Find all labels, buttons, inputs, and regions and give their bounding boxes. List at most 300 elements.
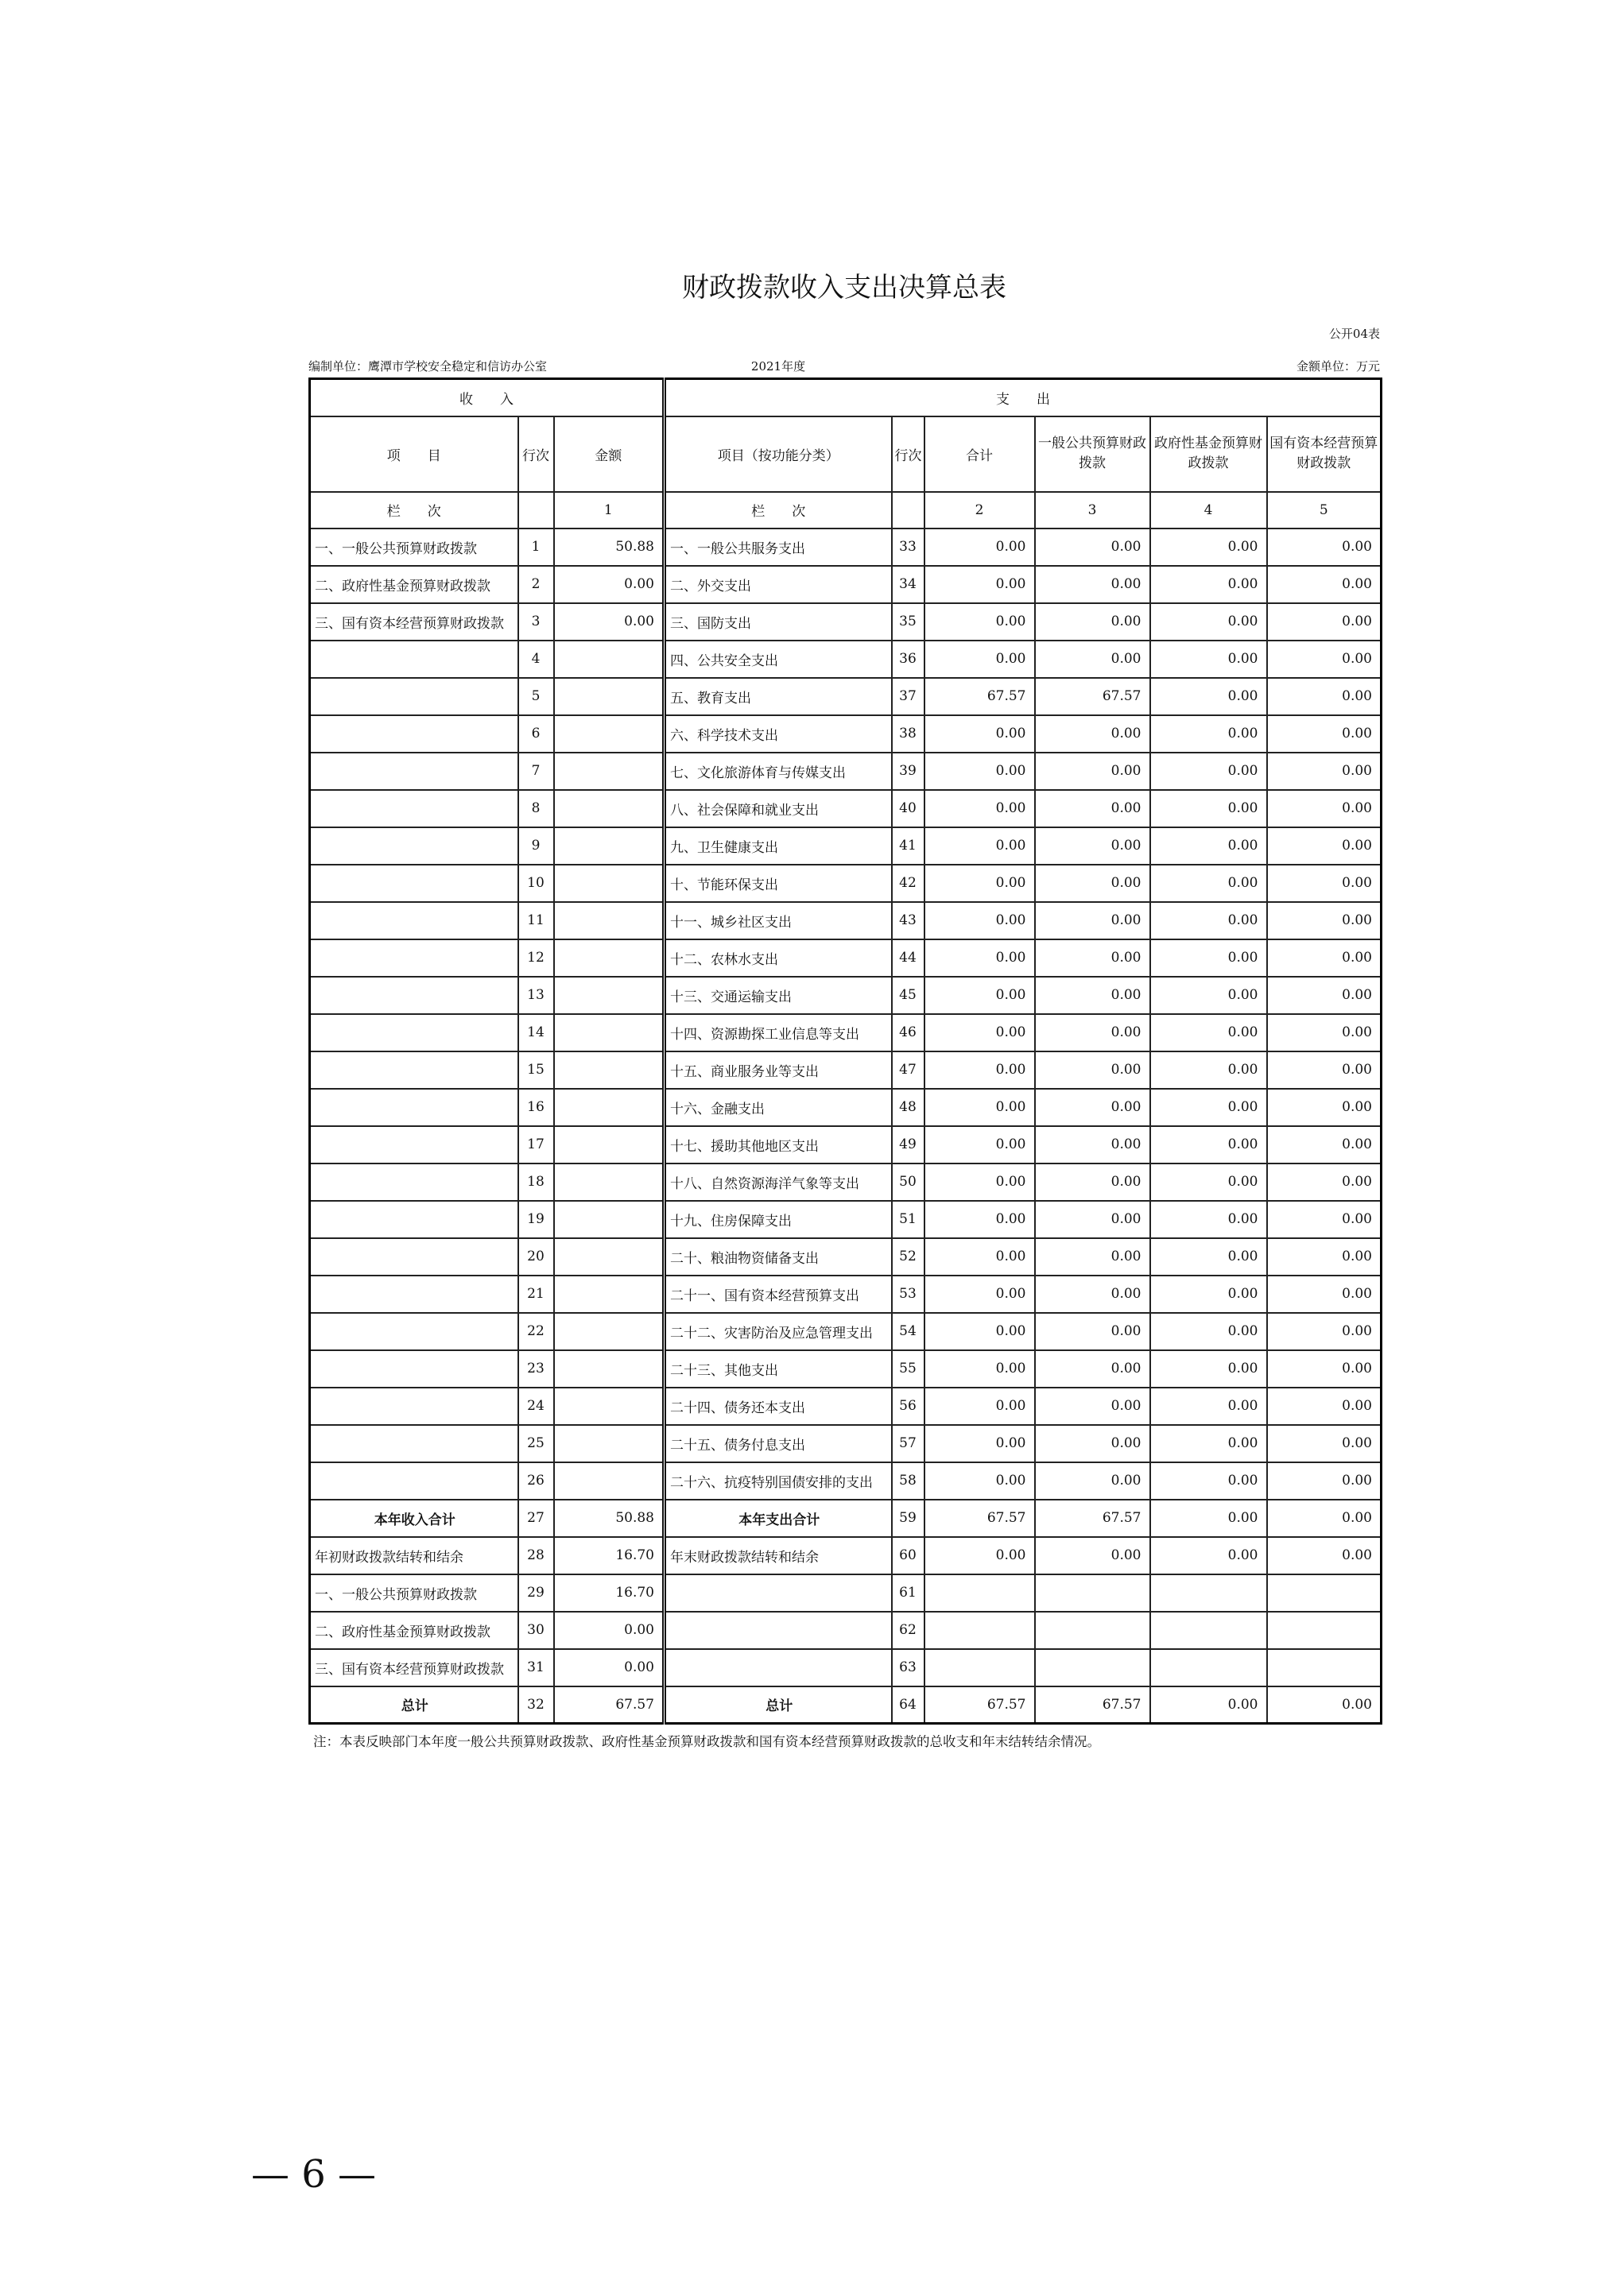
expense-item: 二十一、国有资本经营预算支出 [665, 1276, 892, 1313]
income-item: 二、政府性基金预算财政拨款 [310, 566, 518, 603]
table-row [310, 753, 1382, 790]
income-line-no: 7 [518, 753, 554, 790]
income-amount [554, 1014, 665, 1051]
expense-general-budget: 0.00 [1035, 790, 1150, 827]
table-row [310, 1201, 1382, 1238]
expense-item: 六、科学技术支出 [665, 715, 892, 753]
table-row [310, 939, 1382, 977]
income-item-header: 项 目 [310, 416, 518, 492]
expense-line-no: 42 [892, 865, 924, 902]
income-line-no: 30 [518, 1612, 554, 1649]
expense-general-budget: 0.00 [1035, 641, 1150, 678]
income-amount: 50.88 [554, 529, 665, 566]
expense-general-budget: 0.00 [1035, 1089, 1150, 1126]
expense-total: 0.00 [924, 1462, 1035, 1500]
expense-gov-fund: 0.00 [1150, 715, 1267, 753]
expense-line-no: 62 [892, 1612, 924, 1649]
expense-total: 0.00 [924, 1537, 1035, 1574]
expense-state-capital: 0.00 [1267, 1276, 1382, 1313]
expense-item: 年末财政拨款结转和结余 [665, 1537, 892, 1574]
expense-line-no: 56 [892, 1388, 924, 1425]
expense-item: 十一、城乡社区支出 [665, 902, 892, 939]
page-title: 财政拨款收入支出决算总表 [682, 272, 1006, 304]
income-item: 一、一般公共预算财政拨款 [310, 529, 518, 566]
expense-item: 十、节能环保支出 [665, 865, 892, 902]
column-index-cell [518, 492, 554, 529]
expense-item [665, 1649, 892, 1686]
income-item [310, 715, 518, 753]
expense-state-capital: 0.00 [1267, 1462, 1382, 1500]
expense-gov-fund: 0.00 [1150, 1014, 1267, 1051]
expense-state-capital: 0.00 [1267, 1238, 1382, 1276]
expense-total: 67.57 [924, 1500, 1035, 1537]
expense-gov-fund: 0.00 [1150, 865, 1267, 902]
expense-general-budget: 0.00 [1035, 603, 1150, 641]
expense-line-no: 63 [892, 1649, 924, 1686]
expense-state-capital [1267, 1574, 1382, 1612]
expense-total: 0.00 [924, 529, 1035, 566]
income-item [310, 753, 518, 790]
expense-item: 十三、交通运输支出 [665, 977, 892, 1014]
expense-item: 十七、援助其他地区支出 [665, 1126, 892, 1163]
expense-line-no: 35 [892, 603, 924, 641]
table-row [310, 1089, 1382, 1126]
income-item [310, 1425, 518, 1462]
expense-gov-fund: 0.00 [1150, 678, 1267, 715]
expense-gov-fund: 0.00 [1150, 1537, 1267, 1574]
column-index-cell: 1 [554, 492, 665, 529]
expense-section-header: 支 出 [665, 379, 1382, 416]
expense-total: 67.57 [924, 678, 1035, 715]
table-row [310, 1649, 1382, 1686]
expense-item: 九、卫生健康支出 [665, 827, 892, 865]
table-row [310, 1574, 1382, 1612]
income-line-no: 12 [518, 939, 554, 977]
expense-general-budget: 0.00 [1035, 1537, 1150, 1574]
expense-total: 0.00 [924, 753, 1035, 790]
income-item [310, 1201, 518, 1238]
expense-line-no: 38 [892, 715, 924, 753]
expense-state-capital: 0.00 [1267, 1350, 1382, 1388]
income-line-no: 24 [518, 1388, 554, 1425]
expense-total: 0.00 [924, 1313, 1035, 1350]
income-amount [554, 641, 665, 678]
income-line-no: 9 [518, 827, 554, 865]
table-row [310, 1500, 1382, 1537]
expense-state-capital: 0.00 [1267, 1089, 1382, 1126]
expense-gov-fund: 0.00 [1150, 566, 1267, 603]
fiscal-year: 2021年度 [750, 359, 806, 374]
expense-total [924, 1612, 1035, 1649]
income-line-no: 29 [518, 1574, 554, 1612]
expense-general-budget: 67.57 [1035, 1500, 1150, 1537]
income-amount [554, 753, 665, 790]
expense-general-budget: 0.00 [1035, 1126, 1150, 1163]
income-amount [554, 1425, 665, 1462]
expense-gov-fund: 0.00 [1150, 1350, 1267, 1388]
income-item [310, 1313, 518, 1350]
expense-state-capital: 0.00 [1267, 1537, 1382, 1574]
income-item: 一、一般公共预算财政拨款 [310, 1574, 518, 1612]
expense-state-capital: 0.00 [1267, 1686, 1382, 1724]
expense-gov-fund: 0.00 [1150, 1462, 1267, 1500]
income-amount [554, 790, 665, 827]
expense-general-budget: 67.57 [1035, 678, 1150, 715]
expense-item: 总计 [665, 1686, 892, 1724]
expense-state-capital: 0.00 [1267, 753, 1382, 790]
expense-total: 0.00 [924, 641, 1035, 678]
expense-line-no: 54 [892, 1313, 924, 1350]
expense-item: 二十四、债务还本支出 [665, 1388, 892, 1425]
expense-general-budget: 0.00 [1035, 1350, 1150, 1388]
income-amount: 50.88 [554, 1500, 665, 1537]
income-item [310, 1388, 518, 1425]
income-amount: 16.70 [554, 1574, 665, 1612]
expense-total [924, 1574, 1035, 1612]
expense-state-capital: 0.00 [1267, 865, 1382, 902]
expense-gov-fund: 0.00 [1150, 827, 1267, 865]
expense-general-budget [1035, 1612, 1150, 1649]
income-item [310, 678, 518, 715]
expense-line-no: 64 [892, 1686, 924, 1724]
gov-fund-header: 政府性基金预算财政拨款 [1150, 416, 1267, 492]
expense-gov-fund: 0.00 [1150, 1238, 1267, 1276]
expense-line-no: 44 [892, 939, 924, 977]
income-item [310, 939, 518, 977]
income-line-no: 8 [518, 790, 554, 827]
table-row [310, 1051, 1382, 1089]
expense-total: 0.00 [924, 939, 1035, 977]
table-row [310, 1425, 1382, 1462]
expense-general-budget: 0.00 [1035, 566, 1150, 603]
expense-item: 十四、资源勘探工业信息等支出 [665, 1014, 892, 1051]
expense-state-capital: 0.00 [1267, 1163, 1382, 1201]
income-amount: 0.00 [554, 603, 665, 641]
income-line-no: 31 [518, 1649, 554, 1686]
expense-line-no: 53 [892, 1276, 924, 1313]
income-line-no: 15 [518, 1051, 554, 1089]
expense-gov-fund: 0.00 [1150, 1051, 1267, 1089]
expense-line-no: 58 [892, 1462, 924, 1500]
column-index-label: 栏 次 [310, 492, 518, 529]
expense-total: 0.00 [924, 977, 1035, 1014]
expense-total: 0.00 [924, 1425, 1035, 1462]
expense-general-budget [1035, 1649, 1150, 1686]
column-index-cell: 4 [1150, 492, 1267, 529]
expense-general-budget [1035, 1574, 1150, 1612]
column-header-row [310, 416, 1382, 492]
table-meta-line [308, 357, 1380, 376]
expense-general-budget: 0.00 [1035, 1313, 1150, 1350]
expense-total: 0.00 [924, 902, 1035, 939]
expense-general-budget: 0.00 [1035, 1462, 1150, 1500]
expense-state-capital: 0.00 [1267, 827, 1382, 865]
income-line-no: 27 [518, 1500, 554, 1537]
income-amount: 16.70 [554, 1537, 665, 1574]
expense-state-capital: 0.00 [1267, 1425, 1382, 1462]
expense-total: 0.00 [924, 1014, 1035, 1051]
table-row [310, 1126, 1382, 1163]
expense-general-budget: 0.00 [1035, 1163, 1150, 1201]
income-line-no: 13 [518, 977, 554, 1014]
income-line-no: 3 [518, 603, 554, 641]
expense-total: 0.00 [924, 827, 1035, 865]
expense-general-budget: 0.00 [1035, 715, 1150, 753]
amount-unit: 金额单位：万元 [1296, 359, 1380, 374]
expense-total: 0.00 [924, 603, 1035, 641]
column-index-cell: 5 [1267, 492, 1382, 529]
expense-general-budget: 0.00 [1035, 1051, 1150, 1089]
expense-item: 一、一般公共服务支出 [665, 529, 892, 566]
income-item: 二、政府性基金预算财政拨款 [310, 1612, 518, 1649]
income-amount [554, 715, 665, 753]
expense-line-no: 61 [892, 1574, 924, 1612]
income-amount [554, 1238, 665, 1276]
expense-item: 十八、自然资源海洋气象等支出 [665, 1163, 892, 1201]
income-item: 本年收入合计 [310, 1500, 518, 1537]
income-item [310, 977, 518, 1014]
expense-state-capital [1267, 1649, 1382, 1686]
expense-state-capital: 0.00 [1267, 790, 1382, 827]
expense-line-no: 57 [892, 1425, 924, 1462]
table-row [310, 1462, 1382, 1500]
expense-gov-fund: 0.00 [1150, 1313, 1267, 1350]
income-amount [554, 1089, 665, 1126]
page-number: — 6 — [251, 2152, 377, 2197]
section-header-row [310, 379, 1382, 416]
expense-state-capital: 0.00 [1267, 1051, 1382, 1089]
income-amount [554, 1201, 665, 1238]
income-line-no: 18 [518, 1163, 554, 1201]
income-line-no: 25 [518, 1425, 554, 1462]
expense-total: 0.00 [924, 1350, 1035, 1388]
expense-gov-fund: 0.00 [1150, 1388, 1267, 1425]
expense-general-budget: 0.00 [1035, 902, 1150, 939]
income-line-no: 23 [518, 1350, 554, 1388]
column-index-cell [892, 492, 924, 529]
expense-gov-fund: 0.00 [1150, 1686, 1267, 1724]
table-row [310, 1276, 1382, 1313]
table-body [310, 529, 1382, 1724]
income-line-no: 11 [518, 902, 554, 939]
expense-state-capital: 0.00 [1267, 939, 1382, 977]
table-row [310, 790, 1382, 827]
expense-total [924, 1649, 1035, 1686]
expense-general-budget: 0.00 [1035, 1388, 1150, 1425]
expense-state-capital: 0.00 [1267, 603, 1382, 641]
expense-gov-fund: 0.00 [1150, 1500, 1267, 1537]
expense-general-budget: 0.00 [1035, 1201, 1150, 1238]
expense-line-no: 52 [892, 1238, 924, 1276]
expense-gov-fund: 0.00 [1150, 641, 1267, 678]
expense-gov-fund [1150, 1649, 1267, 1686]
expense-total: 0.00 [924, 715, 1035, 753]
income-item [310, 1051, 518, 1089]
table-row [310, 1350, 1382, 1388]
income-item [310, 902, 518, 939]
expense-state-capital: 0.00 [1267, 1500, 1382, 1537]
income-line-no: 26 [518, 1462, 554, 1500]
income-amount [554, 865, 665, 902]
income-item: 三、国有资本经营预算财政拨款 [310, 603, 518, 641]
expense-line-no: 39 [892, 753, 924, 790]
expense-state-capital: 0.00 [1267, 1126, 1382, 1163]
expense-item: 十六、金融支出 [665, 1089, 892, 1126]
column-index-cell: 2 [924, 492, 1035, 529]
expense-line-no: 41 [892, 827, 924, 865]
expense-total: 67.57 [924, 1686, 1035, 1724]
expense-state-capital: 0.00 [1267, 641, 1382, 678]
expense-line-no: 34 [892, 566, 924, 603]
expense-line-no: 59 [892, 1500, 924, 1537]
expense-line-no: 40 [892, 790, 924, 827]
expense-line-no: 51 [892, 1201, 924, 1238]
expense-state-capital: 0.00 [1267, 529, 1382, 566]
column-index-label: 栏 次 [665, 492, 892, 529]
income-amount [554, 1462, 665, 1500]
expense-state-capital: 0.00 [1267, 715, 1382, 753]
income-line-no: 17 [518, 1126, 554, 1163]
income-amount [554, 827, 665, 865]
expense-total: 0.00 [924, 1201, 1035, 1238]
expense-gov-fund: 0.00 [1150, 1126, 1267, 1163]
income-amount [554, 1051, 665, 1089]
income-line-no: 14 [518, 1014, 554, 1051]
expense-item: 十九、住房保障支出 [665, 1201, 892, 1238]
expense-state-capital [1267, 1612, 1382, 1649]
income-amount [554, 1163, 665, 1201]
expense-line-no: 43 [892, 902, 924, 939]
expense-line-no: 47 [892, 1051, 924, 1089]
expense-line-no: 46 [892, 1014, 924, 1051]
income-amount [554, 977, 665, 1014]
income-section-header: 收 入 [310, 379, 665, 416]
table-row [310, 1014, 1382, 1051]
table-row [310, 566, 1382, 603]
expense-gov-fund: 0.00 [1150, 529, 1267, 566]
expense-general-budget: 0.00 [1035, 1014, 1150, 1051]
income-item [310, 790, 518, 827]
expense-item: 二、外交支出 [665, 566, 892, 603]
expense-total: 0.00 [924, 1089, 1035, 1126]
income-item [310, 1163, 518, 1201]
expense-gov-fund: 0.00 [1150, 1163, 1267, 1201]
expense-item: 十二、农林水支出 [665, 939, 892, 977]
compiling-unit: 编制单位：鹰潭市学校安全稳定和信访办公室 [308, 359, 548, 374]
income-line-header: 行次 [518, 416, 554, 492]
expense-general-budget: 0.00 [1035, 1276, 1150, 1313]
expense-item [665, 1574, 892, 1612]
expense-state-capital: 0.00 [1267, 977, 1382, 1014]
income-amount [554, 1350, 665, 1388]
table-row [310, 1612, 1382, 1649]
income-amount: 0.00 [554, 566, 665, 603]
income-item [310, 1126, 518, 1163]
expense-gov-fund [1150, 1574, 1267, 1612]
table-row [310, 1163, 1382, 1201]
state-capital-header: 国有资本经营预算财政拨款 [1267, 416, 1382, 492]
expense-general-budget: 0.00 [1035, 1238, 1150, 1276]
expense-gov-fund: 0.00 [1150, 939, 1267, 977]
income-item [310, 1350, 518, 1388]
expense-general-budget: 67.57 [1035, 1686, 1150, 1724]
form-code-label: 公开04表 [1328, 327, 1380, 341]
income-line-no: 20 [518, 1238, 554, 1276]
expense-item: 七、文化旅游体育与传媒支出 [665, 753, 892, 790]
expense-line-no: 33 [892, 529, 924, 566]
table-row [310, 678, 1382, 715]
expense-general-budget: 0.00 [1035, 977, 1150, 1014]
expense-gov-fund: 0.00 [1150, 753, 1267, 790]
expense-gov-fund: 0.00 [1150, 1201, 1267, 1238]
expense-state-capital: 0.00 [1267, 566, 1382, 603]
income-item [310, 827, 518, 865]
income-amount [554, 1313, 665, 1350]
expense-total: 0.00 [924, 1126, 1035, 1163]
expense-line-no: 37 [892, 678, 924, 715]
expense-total: 0.00 [924, 790, 1035, 827]
income-item [310, 1089, 518, 1126]
column-index-cell: 3 [1035, 492, 1150, 529]
expense-gov-fund: 0.00 [1150, 977, 1267, 1014]
income-item [310, 641, 518, 678]
expense-item [665, 1612, 892, 1649]
expense-item: 四、公共安全支出 [665, 641, 892, 678]
expense-general-budget: 0.00 [1035, 753, 1150, 790]
expense-total: 0.00 [924, 1163, 1035, 1201]
expense-state-capital: 0.00 [1267, 1014, 1382, 1051]
income-amount [554, 1276, 665, 1313]
expense-item: 十五、商业服务业等支出 [665, 1051, 892, 1089]
expense-state-capital: 0.00 [1267, 1201, 1382, 1238]
budget-table [308, 378, 1382, 1725]
table-row [310, 827, 1382, 865]
expense-line-no: 45 [892, 977, 924, 1014]
expense-total: 0.00 [924, 1388, 1035, 1425]
expense-line-no: 36 [892, 641, 924, 678]
table-row [310, 902, 1382, 939]
table-row [310, 603, 1382, 641]
table-row [310, 1238, 1382, 1276]
income-line-no: 10 [518, 865, 554, 902]
expense-state-capital: 0.00 [1267, 1313, 1382, 1350]
expense-line-header: 行次 [892, 416, 924, 492]
table-row [310, 977, 1382, 1014]
column-index-row [310, 492, 1382, 529]
income-item [310, 1462, 518, 1500]
table-row [310, 1313, 1382, 1350]
expense-general-budget: 0.00 [1035, 865, 1150, 902]
income-line-no: 16 [518, 1089, 554, 1126]
expense-general-budget: 0.00 [1035, 939, 1150, 977]
income-line-no: 4 [518, 641, 554, 678]
expense-gov-fund: 0.00 [1150, 902, 1267, 939]
expense-total: 0.00 [924, 865, 1035, 902]
expense-item: 二十五、债务付息支出 [665, 1425, 892, 1462]
income-amount: 67.57 [554, 1686, 665, 1724]
table-row [310, 529, 1382, 566]
expense-item-header: 项目（按功能分类） [665, 416, 892, 492]
income-item [310, 865, 518, 902]
expense-item: 二十六、抗疫特别国债安排的支出 [665, 1462, 892, 1500]
expense-line-no: 55 [892, 1350, 924, 1388]
expense-gov-fund: 0.00 [1150, 1425, 1267, 1462]
expense-gov-fund: 0.00 [1150, 1089, 1267, 1126]
expense-state-capital: 0.00 [1267, 678, 1382, 715]
table-row [310, 1537, 1382, 1574]
expense-line-no: 49 [892, 1126, 924, 1163]
income-line-no: 2 [518, 566, 554, 603]
